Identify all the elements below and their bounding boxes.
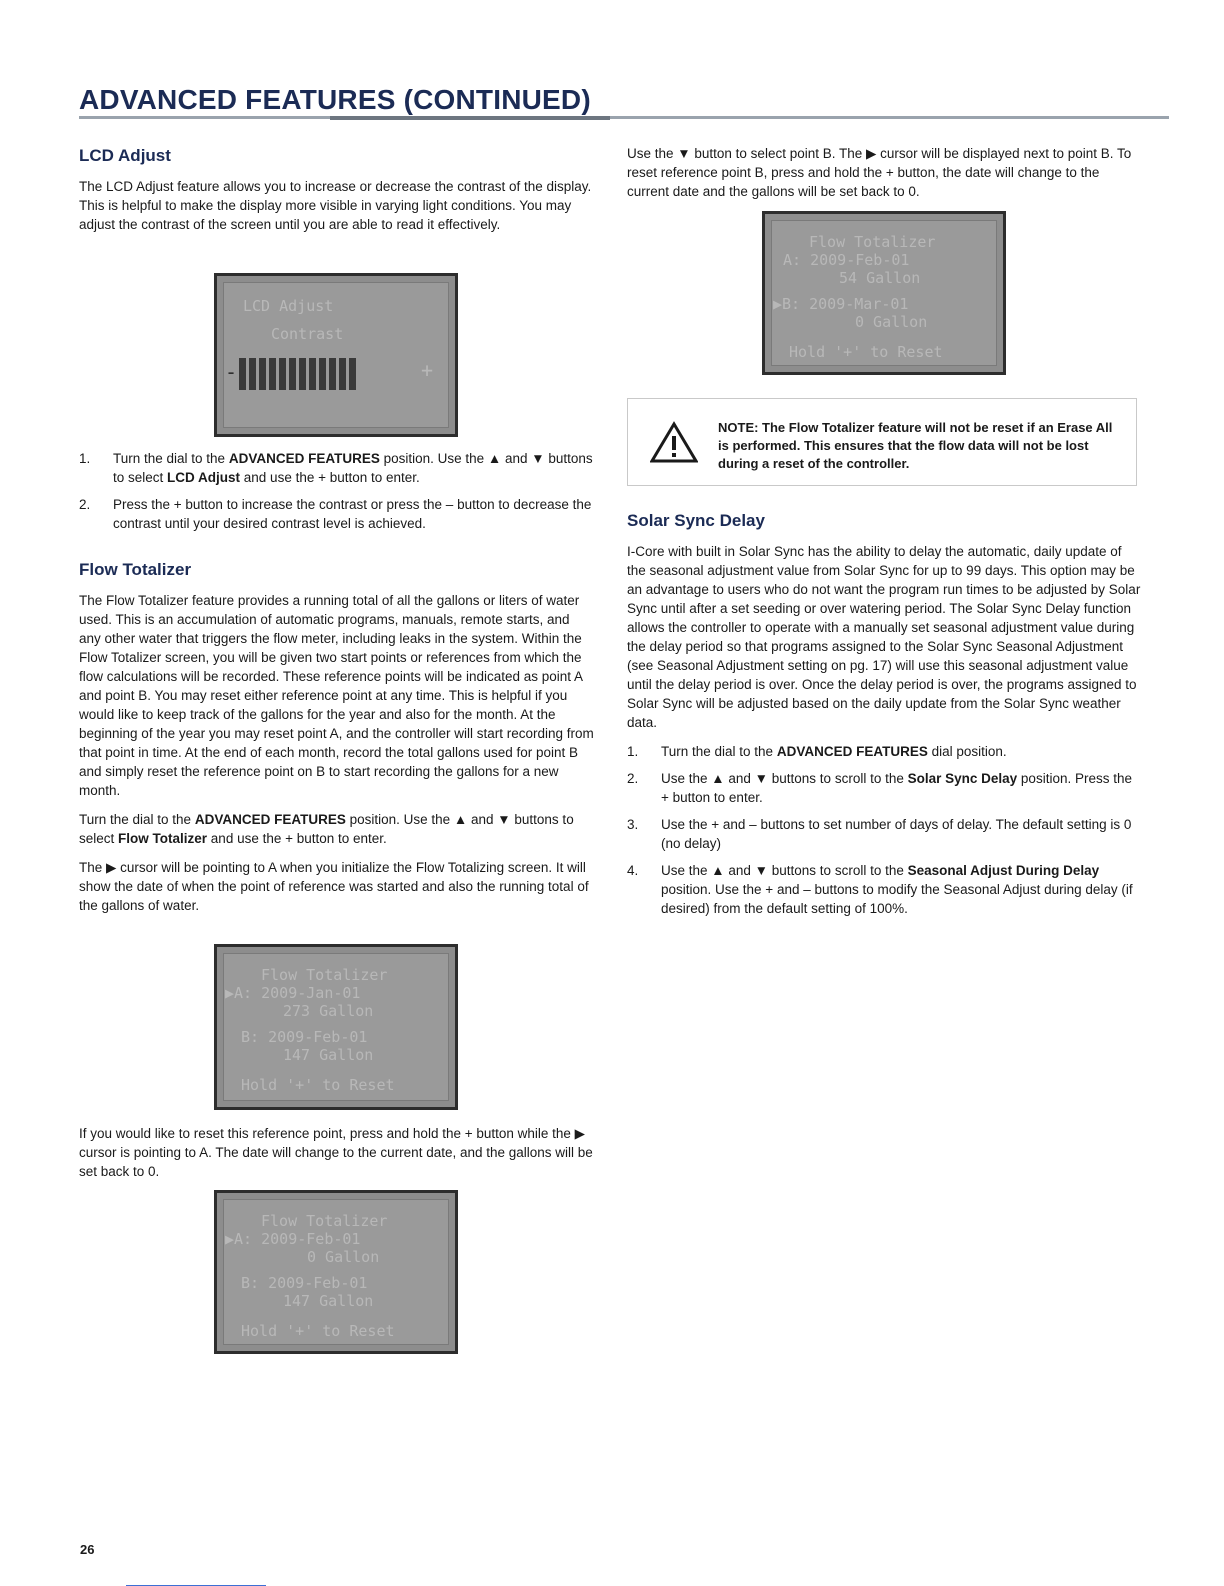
contrast-minus-glyph: - [225, 360, 238, 384]
lcd-line: 147 Gallon [283, 1046, 374, 1064]
lcd-adjust-heading: LCD Adjust [79, 146, 171, 165]
lcd-line: ▶A: 2009-Jan-01 [225, 984, 361, 1002]
lcd-line: Hold '+' to Reset [789, 343, 943, 361]
flow-totalizer-screen-reset-a [214, 1190, 458, 1354]
flow-totalizer-cursor-note: The ▶ cursor will be pointing to A when you initialize the Flow Totalizing screen. It will show the date of when the point of reference was started and also the running total of the gallons of water. [79, 860, 589, 913]
lcd-line: 54 Gallon [839, 269, 921, 287]
flow-totalizer-section [79, 560, 594, 925]
title-divider-accent [330, 116, 610, 120]
lcd-adjust-intro: The LCD Adjust feature allows you to increase or decrease the contrast of the display. This is helpful to make the display more visible in varying light conditions. You may adjust the contrast of the screen until you are able to read it effectively. [79, 179, 592, 232]
solar-sync-section [627, 511, 1142, 928]
page-number: 26 [80, 1542, 95, 1557]
lcd-line: B: 2009-Feb-01 [241, 1274, 368, 1292]
contrast-bar [299, 358, 306, 390]
lcd-adjust-steps [79, 449, 594, 543]
contrast-bar [249, 358, 256, 390]
lcd-line: ▶B: 2009-Mar-01 [773, 295, 909, 313]
lcd-line: B: 2009-Feb-01 [241, 1028, 368, 1046]
contrast-bar [339, 358, 346, 390]
contrast-bar [239, 358, 246, 390]
lcd-line: ▶A: 2009-Feb-01 [225, 1230, 361, 1248]
lcd-line: A: 2009-Feb-01 [783, 251, 910, 269]
list-item: 4. Use the ▲ and ▼ buttons to scroll to the Seasonal Adjust During Delay position. Use the + and – buttons to modify the Seasonal Adjust during delay (if desired) from the default setting of 100%. [627, 863, 1133, 916]
list-item: 2. Use the ▲ and ▼ buttons to scroll to the Solar Sync Delay position. Press the + button to enter. [627, 771, 1132, 805]
lcd-line: Flow Totalizer [809, 233, 936, 251]
lcd-line: Hold '+' to Reset [241, 1322, 395, 1340]
reset-point-a-text: If you would like to reset this reference point, press and hold the + button while the ▶ cursor is pointing to A. The date will change to the current date, and the gallons will be set back to 0. [79, 1126, 593, 1179]
contrast-bar [259, 358, 266, 390]
lcd-line: 0 Gallon [855, 313, 928, 331]
list-item: 3. Use the + and – buttons to set number of days of delay. The default setting is 0 (no delay) [627, 817, 1132, 851]
lcd-screen-contrast-label: Contrast [271, 325, 344, 343]
solar-sync-intro: I-Core with built in Solar Sync has the ability to delay the automatic, daily update of the seasonal adjustment value from Solar Sync for up to 99 days. This option may be an advantage to users who do not want the program run times to be adjusted by Solar Sync until after a set seeding or over watering period. The Solar Sync Delay function allows the controller to operate with a manually set seasonal adjustment value during the delay period so that programs assigned to the Solar Sync Seasonal Adjustment (see Seasonal Adjustment setting on pg. 17) will use this seasonal adjustment value until the delay period is over. Once the delay period is over, the programs assigned to Solar Sync will be adjusted based on the daily update from the Solar Sync weather data. [627, 544, 1141, 730]
lcd-line: Flow Totalizer [261, 1212, 388, 1230]
list-item: 2. Press the + button to increase the contrast or press the – button to decrease the contrast until your desired contrast level is achieved. [79, 497, 592, 531]
contrast-bar [269, 358, 276, 390]
point-b-text: Use the ▼ button to select point B. The ▶ cursor will be displayed next to point B. To reset reference point B, press and hold the + button, the date will change to the current date and the gallons will be set back to 0. [627, 146, 1132, 199]
contrast-bar [279, 358, 286, 390]
warning-icon [650, 421, 698, 463]
lcd-contrast-screen [214, 273, 458, 437]
flow-totalizer-instructions: Turn the dial to the ADVANCED FEATURES position. Use the ▲ and ▼ buttons to select Flow Totalizer and use the + button to enter. [79, 812, 574, 846]
contrast-bar [349, 358, 356, 390]
flow-totalizer-screen-b [762, 211, 1006, 375]
flow-totalizer-heading: Flow Totalizer [79, 560, 192, 579]
contrast-bar [289, 358, 296, 390]
flow-totalizer-reset-a [79, 1124, 594, 1191]
lcd-adjust-section [79, 146, 594, 244]
flow-totalizer-screen-a [214, 944, 458, 1110]
contrast-level-bars [239, 358, 356, 390]
page-title: ADVANCED FEATURES (CONTINUED) [79, 84, 591, 115]
note-callout [627, 398, 1137, 486]
flow-totalizer-intro: The Flow Totalizer feature provides a running total of all the gallons or liters of water used. This is an accumulation of automatic programs, manuals, remote starts, and any other water that triggers the flow meter, including leaks in the system. Within the Flow Totalizer screen, you will be given two start points or references from which the flow calculations will be recorded. These reference points will be indicated as point A and point B. You may reset either reference point at any time. This is helpful if you would like to keep track of the gallons for the year and also for the month. At the beginning of the year you may reset point A, and the controller will start recording from that point in time. At the end of each month, record the total gallons used for point B and simply reset the reference point on B to start recording the gallons for a new month. [79, 593, 594, 798]
note-text: NOTE: The Flow Totalizer feature will not be reset if an Erase All is performed. This ensures that the flow data will not be lost during a reset of the controller. [718, 420, 1113, 471]
contrast-bar [319, 358, 326, 390]
contrast-plus-glyph: + [421, 358, 434, 382]
solar-sync-heading: Solar Sync Delay [627, 511, 765, 530]
lcd-screen-title: LCD Adjust [243, 297, 334, 315]
lcd-line: 273 Gallon [283, 1002, 374, 1020]
lcd-line: 147 Gallon [283, 1292, 374, 1310]
list-item: 1. Turn the dial to the ADVANCED FEATURES dial position. [627, 744, 1007, 759]
list-item: 1. Turn the dial to the ADVANCED FEATURES position. Use the ▲ and ▼ buttons to select LCD Adjust and use the + button to enter. [79, 451, 593, 485]
point-b-section [627, 144, 1137, 211]
lcd-line: Hold '+' to Reset [241, 1076, 395, 1094]
contrast-bar [309, 358, 316, 390]
title-divider [79, 116, 1169, 119]
contrast-bar [329, 358, 336, 390]
lcd-line: 0 Gallon [307, 1248, 380, 1266]
lcd-line: Flow Totalizer [261, 966, 388, 984]
